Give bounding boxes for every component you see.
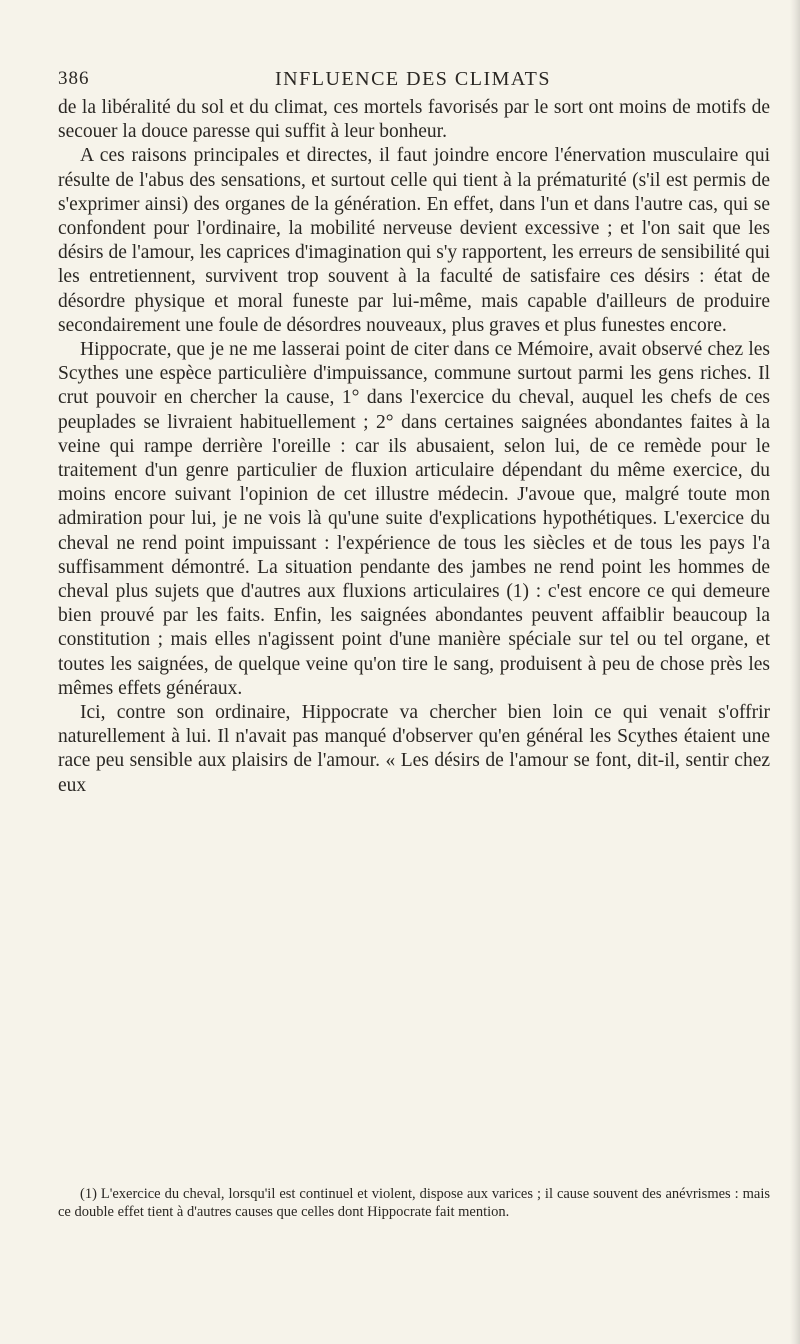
page-number: 386 xyxy=(58,68,90,89)
paragraph-continued: de la libéralité du sol et du climat, ces mortels favorisés par le sort ont moins de motifs de secouer la douce paresse qui suffit à leur bonheur. xyxy=(58,97,770,143)
running-title: INFLUENCE DES CLIMATS xyxy=(275,68,551,90)
paragraph: Hippocrate, que je ne me lasserai point de citer dans ce Mémoire, avait observé chez les Scythes une espèce particulière d'impuissance, commune surtout parmi les gens riches. Il crut pouvoir en chercher la cause, 1° dans l'exercice du cheval, auquel les chefs de ces peuplades se livraient habituellement ; 2° dans certaines saignées abondantes faites à la veine qui rampe derrière l'oreille : car ils abusaient, selon lui, de ce remède pour le traitement d'un genre particulier de fluxion articulaire dépendant du même exercice, du moins encore suivant l'opinion de cet illustre médecin. J'avoue que, malgré toute mon admiration pour lui, je ne vois là qu'une suite d'explications hypothétiques. L'exercice du cheval ne rend point impuissant : l'expérience de tous les siècles et de tous les pays l'a suffisamment démontré. La situation pendante des jambes ne rend point les hommes de cheval plus sujets que d'autres aux fluxions articulaires (1) : c'est encore ce qui demeure bien prouvé par les faits. Enfin, les saignées abondantes peuvent affaiblir beaucoup la constitution ; mais elles n'agissent point d'une manière spéciale sur tel ou tel organe, et toutes les saignées, de quelque veine qu'on tire le sang, produisent à peu de chose près les mêmes effets généraux. xyxy=(58,339,770,699)
body-text xyxy=(58,96,770,798)
footnote-text: (1) L'exercice du cheval, lorsqu'il est continuel et violent, dispose aux varices ; il cause souvent des anévrismes : mais ce double effet tient à d'autres causes que celles dont Hippocrate fait mention. xyxy=(58,1186,770,1220)
page-edge-shadow xyxy=(790,0,800,1344)
footnote xyxy=(58,1186,770,1221)
paragraph: A ces raisons principales et directes, il faut joindre encore l'énervation musculaire qui résulte de l'abus des sensations, et surtout celle qui tient à la prématurité (s'il est permis de s'exprimer ainsi) des organes de la génération. En effet, dans l'un et dans l'autre cas, qui se confondent pour l'ordinaire, la mobilité nerveuse devient excessive ; et l'on sait que les désirs de l'amour, les caprices d'imagination qui s'y rapportent, les erreurs de sensibilité qui les entretiennent, survivent trop souvent à la faculté de satisfaire ces désirs : état de désordre physique et moral funeste par lui-même, mais capable d'ailleurs de produire secondairement une foule de désordres nouveaux, plus graves et plus funestes encore. xyxy=(58,145,770,336)
paragraph: Ici, contre son ordinaire, Hippocrate va chercher bien loin ce qui venait s'offrir naturellement à lui. Il n'avait pas manqué d'observer qu'en général les Scythes étaient une race peu sensible aux plaisirs de l'amour. « Les désirs de l'amour se font, dit-il, sentir chez eux xyxy=(58,702,770,796)
page-header xyxy=(58,68,768,94)
